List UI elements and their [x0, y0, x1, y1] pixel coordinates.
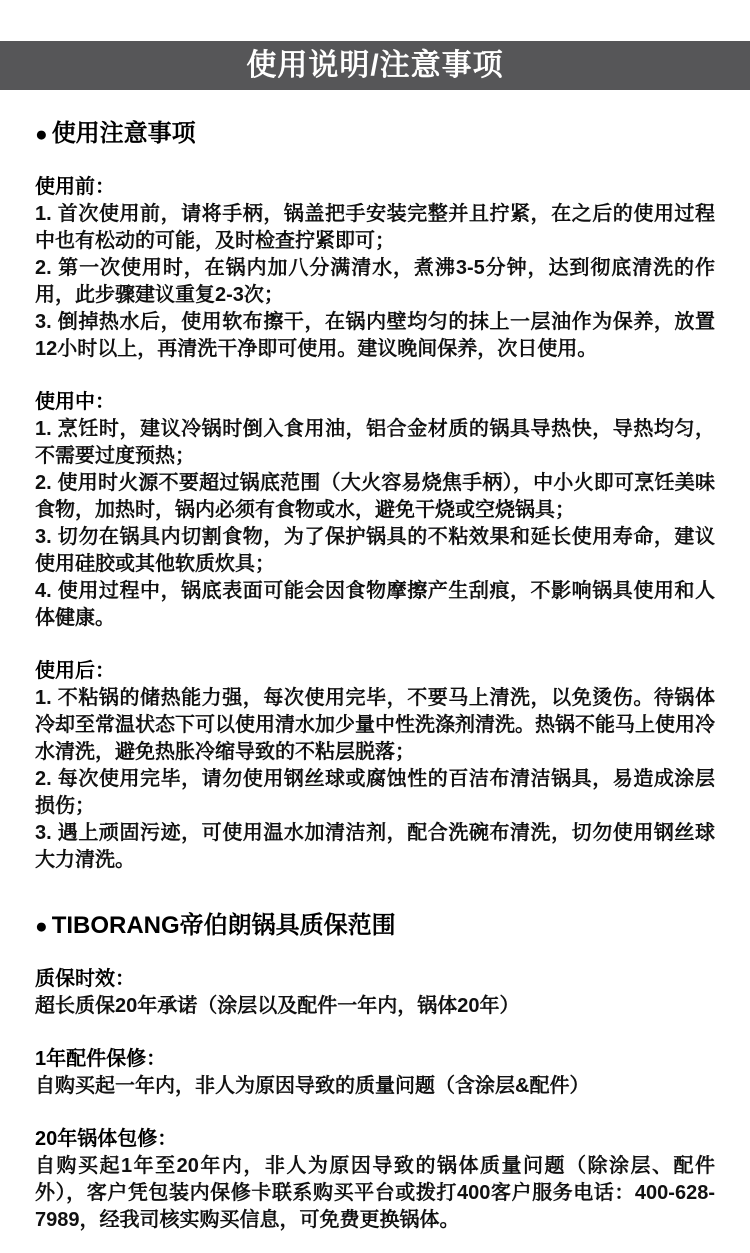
list-item: 2. 每次使用完毕，请勿使用钢丝球或腐蚀性的百洁布清洁锅具，易造成涂层损伤； [35, 768, 715, 817]
list-item: 1. 不粘锅的储热能力强，每次使用完毕，不要马上清洗，以免烫伤。待锅体冷却至常温状态下可以使用清水加少量中性洗涤剂清洗。热锅不能马上使用冷水清洗，避免热胀冷缩导致的不粘层脱落； [35, 687, 715, 763]
block-during-use [35, 389, 715, 632]
block-after-use [35, 658, 715, 874]
block-title: 1年配件保修： [35, 1048, 167, 1070]
section-heading-text: 使用注意事项 [51, 120, 196, 147]
list-item: 2. 第一次使用时，在锅内加八分满清水，煮沸3-5分钟，达到彻底清洗的作用，此步骤建议重复2-3次； [35, 257, 715, 306]
bullet-icon: ● [35, 914, 48, 938]
list-item: 3. 切勿在锅具内切割食物，为了保护锅具的不粘效果和延长使用寿命，建议使用硅胶或其他软质炊具； [35, 526, 715, 575]
page-title: 使用说明/注意事项 [246, 48, 504, 82]
page-header-bar [0, 41, 750, 90]
list-item: 1. 首次使用前，请将手柄，锅盖把手安装完整并且拧紧，在之后的使用过程中也有松动的可能，及时检查拧紧即可； [35, 203, 715, 252]
block-before-use [35, 174, 715, 363]
section-heading-warranty [35, 912, 715, 940]
content-area [0, 120, 750, 1234]
bullet-icon: ● [35, 122, 48, 146]
block-warranty-period [35, 966, 715, 1020]
block-title: 20年锅体包修： [35, 1128, 178, 1150]
list-item: 超长质保20年承诺（涂层以及配件一年内，锅体20年） [35, 995, 520, 1017]
block-title: 质保时效： [35, 968, 135, 990]
section-heading-text: TIBORANG帝伯朗锅具质保范围 [51, 912, 396, 939]
list-item: 3. 倒掉热水后，使用软布擦干，在锅内壁均匀的抹上一层油作为保养，放置12小时以上，再清洗干净即可使用。建议晚间保养，次日使用。 [35, 311, 715, 360]
block-title: 使用后： [35, 660, 115, 682]
list-item: 3. 遇上顽固污迹，可使用温水加清洁剂，配合洗碗布清洗，切勿使用钢丝球大力清洗。 [35, 822, 715, 871]
list-item: 自购买起1年至20年内，非人为原因导致的锅体质量问题（除涂层、配件外），客户凭包装内保修卡联系购买平台或拨打400客户服务电话：400-628-7989，经我司核实购买信息，可免费更换锅体。 [35, 1155, 715, 1231]
block-title: 使用前： [35, 176, 115, 198]
usage-instructions-page [0, 41, 750, 1253]
list-item: 1. 烹饪时，建议冷锅时倒入食用油，铝合金材质的锅具导热快，导热均匀，不需要过度预热； [35, 418, 715, 467]
block-one-year-parts-warranty [35, 1046, 715, 1100]
block-twenty-year-body-warranty [35, 1126, 715, 1234]
list-item: 4. 使用过程中，锅底表面可能会因食物摩擦产生刮痕，不影响锅具使用和人体健康。 [35, 580, 715, 629]
block-title: 使用中： [35, 391, 115, 413]
list-item: 2. 使用时火源不要超过锅底范围（大火容易烧焦手柄），中小火即可烹饪美味食物，加热时，锅内必须有食物或水，避免干烧或空烧锅具； [35, 472, 715, 521]
list-item: 自购买起一年内，非人为原因导致的质量问题（含涂层&配件） [35, 1075, 590, 1097]
section-heading-usage-notice [35, 120, 715, 148]
